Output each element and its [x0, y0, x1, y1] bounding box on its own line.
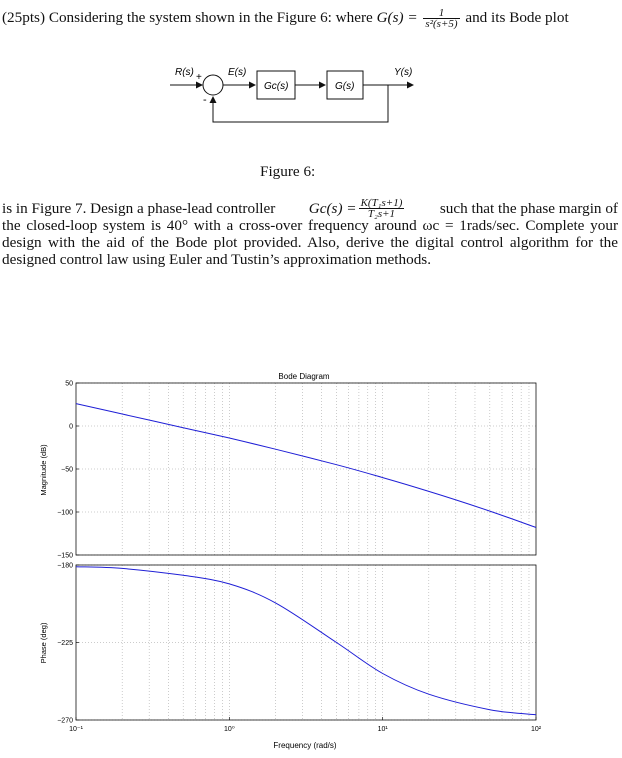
- plant-label: G(s): [335, 81, 355, 92]
- error-label: E(s): [228, 67, 247, 78]
- phase-grid: [76, 565, 536, 720]
- intro-suffix: and its Bode plot: [465, 8, 569, 26]
- magnitude-tick-label: −150: [57, 552, 73, 560]
- phase-ylabel: Phase (deg): [39, 622, 48, 664]
- intro-prefix: (25pts) Considering the system shown in the Figure 6: where: [2, 8, 373, 26]
- x-tick-label: 10⁰: [224, 726, 235, 733]
- bode-title: Bode Diagram: [278, 372, 330, 381]
- minus-sign: -: [203, 94, 207, 106]
- problem-line-4: design with the aid of the Bode plot provided. Also, derive the digital control algorithm for the: [2, 234, 618, 251]
- output-label: Y(s): [394, 67, 413, 78]
- figure-caption: Figure 6:: [260, 163, 316, 180]
- x-tick-label: 10²: [530, 726, 542, 733]
- magnitude-curve: [76, 404, 536, 528]
- line2-suffix: such that the phase margin of: [439, 200, 618, 217]
- magnitude-tick-label: 0: [69, 423, 73, 431]
- magnitude-tick-label: 50: [65, 380, 73, 388]
- controller-label: Gc(s): [264, 81, 289, 92]
- phase-tick-label: −270: [57, 717, 73, 725]
- problem-line-5: designed control law using Euler and Tustin’s approximation methods.: [2, 251, 432, 268]
- magnitude-tick-label: −50: [61, 466, 73, 474]
- gc-numerator: K(T₁s+1): [360, 197, 403, 209]
- gs-denominator: s²(s+5): [425, 18, 458, 30]
- gc-denominator: T₂s+1: [367, 208, 396, 220]
- bode-xlabel: Frequency (rad/s): [273, 741, 337, 750]
- magnitude-grid: [76, 383, 536, 555]
- gc-lhs: Gc(s) =: [308, 200, 357, 217]
- gs-lhs: G(s) =: [376, 8, 418, 26]
- plus-sign: +: [196, 72, 202, 83]
- line2-prefix: is in Figure 7. Design a phase-lead controller: [2, 200, 276, 217]
- gs-numerator: 1: [423, 8, 459, 19]
- phase-tick-label: −180: [57, 562, 73, 570]
- phase-curve: [76, 567, 536, 715]
- magnitude-ylabel: Magnitude (dB): [39, 444, 48, 496]
- input-label: R(s): [175, 67, 194, 78]
- problem-line-3: the closed-loop system is 40° with a cross-over frequency around ωc = 1rads/sec. Complete your: [2, 217, 618, 234]
- x-tick-label: 10¹: [377, 726, 388, 733]
- x-tick-label: 10⁻¹: [69, 726, 83, 733]
- magnitude-tick-label: −100: [57, 509, 73, 517]
- phase-tick-label: −225: [57, 640, 73, 647]
